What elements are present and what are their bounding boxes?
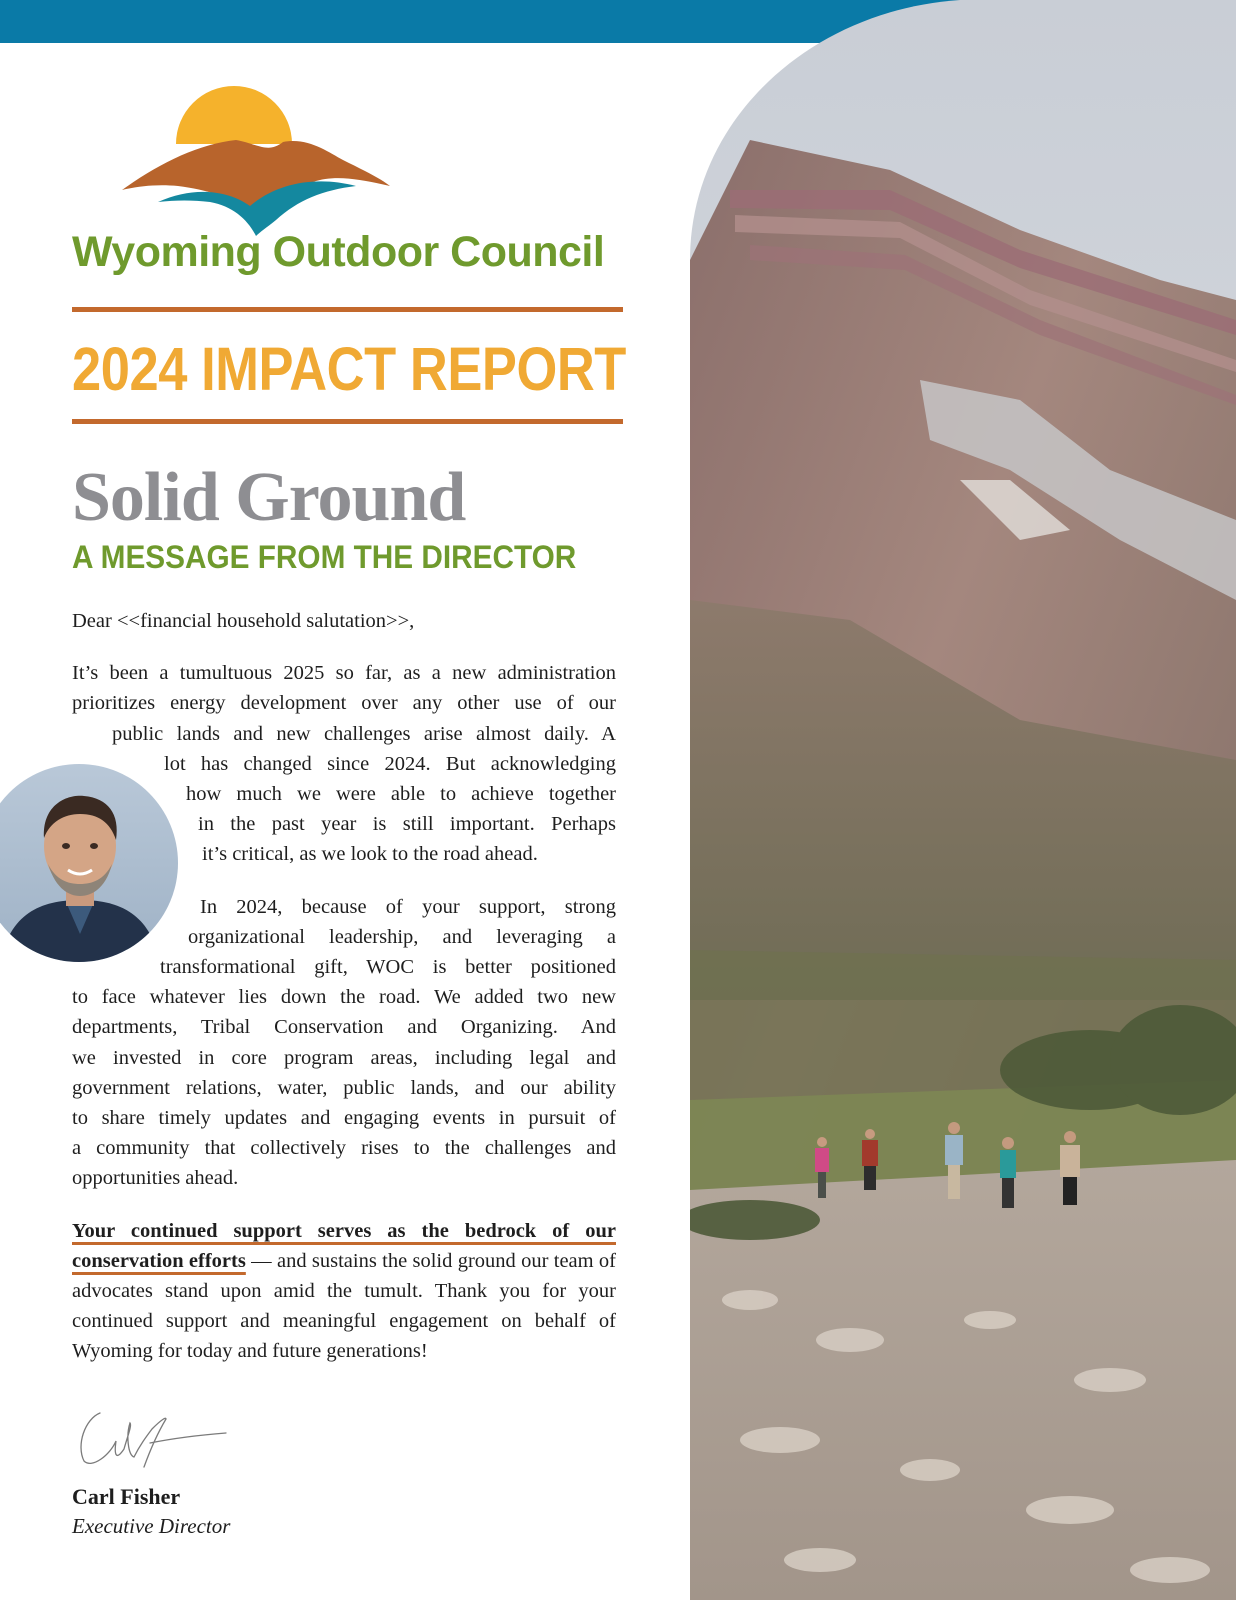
mountain-trail-photo: [690, 0, 1236, 1600]
p1-line: it’s critical, as we look to the road ahead.: [202, 843, 538, 866]
p1-line: prioritizes energy development over any other use of our: [72, 692, 616, 715]
p2-line: to share timely updates and engaging events in pursuit of: [72, 1107, 616, 1130]
organization-name: Wyoming Outdoor Council: [72, 228, 605, 276]
headline-subtitle: A MESSAGE FROM THE DIRECTOR: [72, 539, 577, 575]
handwritten-signature: [70, 1405, 230, 1475]
p2-line: opportunities ahead.: [72, 1167, 239, 1190]
salutation: Dear <<financial household salutation>>,: [72, 610, 415, 632]
p1-line: how much we were able to achieve together: [186, 783, 616, 806]
director-letter: [72, 606, 616, 1367]
paragraph-2: [72, 892, 616, 1194]
p2-line: organizational leadership, and leveraging a: [188, 925, 616, 948]
paragraph-3: [72, 1216, 616, 1367]
p2-line: departments, Tribal Conservation and Organizing. And: [72, 1016, 616, 1039]
bottom-rule: [72, 419, 623, 424]
headline-title: Solid Ground: [72, 459, 466, 536]
sun-over-mountains-logo: [118, 82, 408, 242]
top-rule: [72, 307, 623, 312]
signer-name: Carl Fisher: [72, 1484, 181, 1509]
report-title: 2024 IMPACT REPORT: [72, 335, 626, 403]
closing-text: — and sustains the solid ground our team of advocates stand upon amid the tumult. Thank you for your continued support and meaningful engagement on behalf of Wyoming for today and future generations!: [72, 1249, 616, 1363]
p1-line: It’s been a tumultuous 2025 so far, as a new administration: [72, 662, 616, 685]
p2-line: transformational gift, WOC is better positioned: [160, 956, 616, 979]
p1-line: lot has changed since 2024. But acknowledging: [164, 752, 616, 775]
p2-line: to face whatever lies down the road. We added two new: [72, 986, 616, 1009]
p2-line: In 2024, because of your support, strong: [200, 895, 616, 918]
p2-line: government relations, water, public lands, and our ability: [72, 1076, 616, 1099]
p1-line: in the past year is still important. Perhaps: [198, 813, 616, 836]
p2-line: we invested in core program areas, including legal and: [72, 1046, 616, 1069]
p2-line: a community that collectively rises to the challenges and: [72, 1137, 616, 1160]
p1-line: public lands and new challenges arise almost daily. A: [112, 722, 616, 745]
signer-title: Executive Director: [72, 1514, 231, 1538]
emphasized-statement: Your continued support serves as the bedrock of our conservation efforts: [72, 1219, 616, 1272]
